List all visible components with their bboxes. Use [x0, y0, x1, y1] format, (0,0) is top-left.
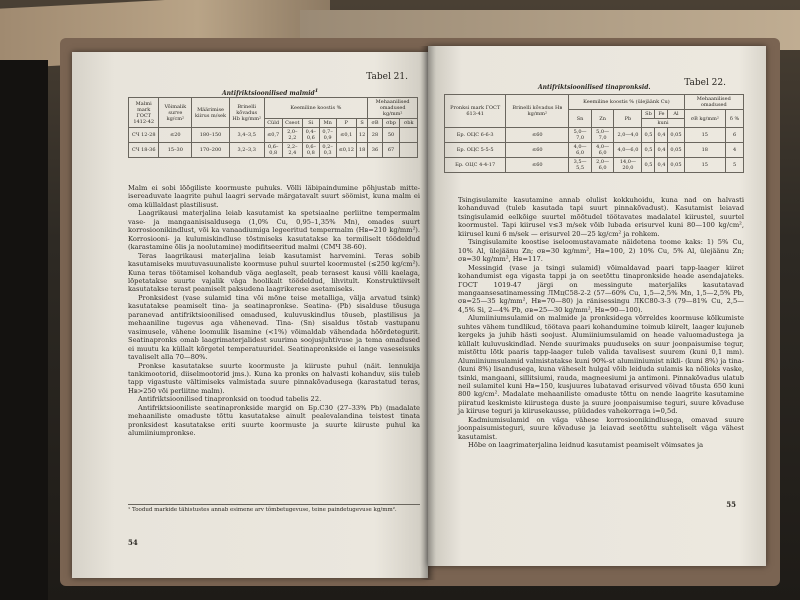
table-title-text: Antifriktsioonilised malmid [222, 90, 315, 97]
col-header-mechanical: Mehaanilised omadused [684, 95, 743, 110]
col-header-hardness: Brinelli kõvadus Hв kg/mm² [506, 95, 569, 128]
paragraph: Teras laagrikausi materjalina leiab kasutamist harvemini. Teras sobib kasutamiseks muutuvasuunaliste koormuse puhul suurtel koormustel (≤250 kg/cm²). Kuna teras töötamisel kohandub väga aeglaselt, peab terasest kausi võlli kaelaga, lõpetatakse suurte vajalik väga hoolikalt töödeldud, lihvitult. Konstruktiivselt kasutatakse terast peamiselt paksudena laagrikerese asetamiseks. [128, 251, 420, 294]
col-header-sigma-bp: σbp [382, 119, 400, 128]
table-title: Antifriktsioonilised tinapronksid. [538, 84, 651, 91]
table-row [445, 128, 744, 143]
col-header-c-free: Cüld [264, 119, 282, 128]
table-cell: 15 [684, 128, 726, 143]
table-cell: ≤60 [506, 128, 569, 143]
page-number: 54 [128, 538, 138, 547]
table-cell [400, 128, 418, 143]
paragraph: Malm ei sobi lõõgiliste koormuste puhuks. Võlli läbipaindumine põhjustab mitte-isereaduvate laagrite puhul laagri servade märgatavalt suurt söömist, kuna malm ei oma küllaldast plastilisust. [128, 184, 420, 209]
table-title-footnote-marker: 1 [314, 88, 319, 94]
col-header-sigma-bk: σbk [400, 119, 418, 128]
table-cell: 0,05 [668, 143, 684, 158]
table-cell: СЧ 12-28 [129, 128, 159, 143]
table-cell: 0,5 [642, 158, 655, 173]
table-cell: 28 [368, 128, 382, 143]
table-cell: 2,2–2,4 [282, 143, 302, 158]
right-page [428, 46, 766, 566]
table-cell: 4,0—6,0 [614, 143, 642, 158]
col-header-zn: Zn [591, 110, 614, 128]
table-cell: 5 [726, 158, 744, 173]
paragraph: Tsingisulamite kasutamine annab olulist kokkuhoidu, kuna nad on halvasti kohanduvad (tuleb kasutada tapi suurt pinnakõvadust). Kasutamist leiavad tsingisulamid eelkõige suurtel mõõtudel töötavates madalatel kiirustel, suurtel koormustel. Tapi kiirusel v≤3 m/sek võib lubada erisurvel kuni 80—100 kg/cm², kiirusel kuni 6 m/sek — erisurvel 20—25 kg/cm² ja rohkem. [458, 196, 744, 238]
table-cell: 0,05 [668, 128, 684, 143]
col-header-al: Al [668, 110, 684, 119]
right-body-text [458, 196, 744, 450]
table-cell: 0,4 [655, 128, 668, 143]
col-header-fe: Fe [655, 110, 668, 119]
paragraph: Antifriktsiooniliste seatinapronkside margid on Бр.С30 (27–33% Pb) (madalate mehaaniliste omaduste tõttu kasutatakse ainult pealevalandina teistest tinata pronksidest kasutatakse eriti suurte koormuste ja suurte kiiruste puhul ka alumiiniumpronkse. [128, 403, 420, 438]
table-cell: 36 [368, 143, 382, 158]
table-cell [400, 143, 418, 158]
table-cell: ≤20 [159, 128, 192, 143]
table-cell: 170–200 [192, 143, 230, 158]
table-cell: 4 [726, 143, 744, 158]
table-row [445, 143, 744, 158]
table-cell: 18 [356, 143, 367, 158]
col-header-mn: Mn [319, 119, 336, 128]
col-header-pressure: Võimalik surve kg/cm² [159, 98, 192, 128]
paragraph: Pronksidest (vase sulamid tina või mõne teise metalliga, välja arvatud tsink) kasutatakse peamiselt tina- ja seatinapronkse. Seatina- (Pb) sisalduse tõusuga paranevad antifriktsioonilised omadused, kuluvuskindlus tõuseb, plastilisus ja mehaaniline tugevus aga vähenevad. Tina- (Sn) sisaldus tõstab vastupanu vasimusele, vähene loomulik lisamine (<1%) võimaldab vähendada hõõrdetegurit. Seatinapronks omab laagrimaterjalidest suurima soojusjuhtivuse ja tema omadused ei muutu ka küllalt kõrgetel temperatuuridel. Seatinapronkside ei lange vaseseisuks tavaliselt alla 70—80%. [128, 293, 420, 362]
table-cell: 50 [382, 128, 400, 143]
paragraph: Messingid (vase ja tsingi sulamid) võimaldavad paari tapp-laager kiiret kohandumist ega vigasta tappi ja on seetõttu tinapronkside heade asendajateks. ГОСТ 1019-47 järgi on messingute materjaliks kasutatavad mangaansesatinamessing ЛМцС58-2-2 (57—60% Cu, 1,5—2,5% Mn, 1,5—2,5% Pb, σв=25—35 kg/mm², Hв=70—80) ja ränisessingu ЛКС80-3-3 (79—81% Cu, 2,5—4,5% Si, 2—4% Pb, σв=25—30 kg/mm², Hв=90—100). [458, 263, 744, 314]
table-cell: 18 [684, 143, 726, 158]
col-header-hardness: Brinelli kõvadus Hb kg/mm² [229, 98, 264, 128]
table-cell: 67 [382, 143, 400, 158]
right-data-table [444, 94, 744, 173]
table-cell: 0,5 [642, 143, 655, 158]
table-cell: 3,2–3,3 [229, 143, 264, 158]
table-cell: 180–150 [192, 128, 230, 143]
paragraph: Laagrikausi materjalina leiab kasutamist ka spetsiaalne perliitne tempermalm vase- ja mangaanisisaldusega (1,0% Cu, 0,95–1,35% Mn), omades suurt korrosioonikindlust, või ka vanaadiumiga legeeritud tempermalm (Hв=210 kg/mm²). Korrosiooni- ja kulumiskindluse tõstmiseks kasutatakse ka termiliselt töödeldud (karastamine õlis ja noolutamine) modifitseeritud malmi (СМЧ 38-60). [128, 209, 420, 252]
col-header-pb: Pb [614, 110, 642, 128]
table-row [129, 143, 418, 158]
table-cell: 15 [684, 158, 726, 173]
col-header-sb: Sb [642, 110, 655, 119]
table-cell: 12 [356, 128, 367, 143]
table-row [129, 128, 418, 143]
table-cell: 0,4 [655, 143, 668, 158]
table-cell: 5,0—7,0 [591, 128, 614, 143]
table-cell: ≤60 [506, 143, 569, 158]
left-page [72, 52, 428, 578]
col-header-p: P [336, 119, 356, 128]
table-cell: 0,5 [642, 128, 655, 143]
table-title [222, 88, 318, 97]
table-cell: Бр. ОЦС 6-6-3 [445, 128, 506, 143]
left-data-table [128, 97, 418, 158]
table-cell: 3,5—5,5 [569, 158, 592, 173]
page-number: 55 [726, 500, 736, 509]
table-cell: ≤0,12 [336, 143, 356, 158]
table-cell: 2,0—4,0 [614, 128, 642, 143]
table-cell: ≤0,1 [336, 128, 356, 143]
paragraph: Kadmiumisulamid on väga vähese korrosioonikindlusega, omavad suure joonpaisumisteguri, suure kõvaduse ja leiavad seetõttu suhteliselt väga vähest kasutamist. [458, 415, 744, 441]
table-cell: 5,0—7,0 [569, 128, 592, 143]
table-cell: 3,4–3,5 [229, 128, 264, 143]
left-body-text [128, 184, 420, 438]
table-cell: 4,0—6,0 [569, 143, 592, 158]
table-cell: 0,4 [655, 158, 668, 173]
col-header-mechanical: Mehaanilised omadused kg/mm² [368, 98, 418, 119]
table-cell: ≤0,7 [264, 128, 282, 143]
dark-object-left [0, 60, 48, 600]
book-spine-shadow [420, 46, 436, 580]
table-cell: 0,2–0,3 [319, 143, 336, 158]
paragraph: Hõbe on laagrimaterjalina leidnud kasutamist peamiselt võimsates ja [468, 441, 704, 450]
table-cell: 0,7–0,9 [319, 128, 336, 143]
table-cell: 0,6–0,8 [302, 143, 319, 158]
table-cell: Бр. ОЦС 4-4-17 [445, 158, 506, 173]
col-header-sn: Sn [569, 110, 592, 128]
table-cell: 2,0—6,0 [591, 158, 614, 173]
paragraph: Alumiiniumsulamid on malmide ja pronksidega võrreldes koormuse kõlkumiste suhtes vähem tundlikud, töötava paari kohandumine toimub kiirelt, laager kujuneb kergeks ja juhib hästi soojust. Alumiiniumsulamid on heade valuomadustega ja küllalt kuluvuskindlad. Nende suurimaks puuduseks on suur joonpaisumise tegur, mistõttu lõtk paaris tapp-laager tuleb valida tavalisest suurem (kuni 0,1 mm). Alumiiniumsulamid valmistatakse kuni 90%-st alumiiniumist nikli- (kuni 8%) ja tina- (kuni 8%) lisandusega, kuna väheselt hulgal võib leiduda sulamis ka nõlioks vaske, tsinki, mangaani, sillitsiumi, rauda, magneesiumi ja antimoni. Pinnakõvadus ulatub neil sulamitel kuni Hв=150, kusjuures lubatavad erisurved võivad tõusta 650 kuni 800 kg/cm². Madalate mehaaniliste omaduste tõttu on nende laagrite kasutamine piiratud keskmiste kiirustega duste ja suure joonpaisumise teguri, suure kõvaduse ja kiiruse teguri ja kiirusekausse, püüdades vahekorraga i=0,5d. [458, 314, 744, 416]
table-row [445, 158, 744, 173]
table-cell: ≤60 [506, 158, 569, 173]
table-cell: 15–30 [159, 143, 192, 158]
table-cell: Бр. ОЦС 5-5-5 [445, 143, 506, 158]
table-cell: 14,0—20,0 [614, 158, 642, 173]
table-cell: 2,0–2,2 [282, 128, 302, 143]
table-cell: 0,6–0,8 [264, 143, 282, 158]
col-header-sigma-b: σB [368, 119, 382, 128]
paragraph: Tsingisulamite koostise iseloomustavamate näidetena toome kaks: 1) 5% Cu, 10% Al, ülejäänu Zn; σв=30 kg/mm², Hв=100, 2) 10% Cu, 5% Al, ülejäänu Zn; σв=30 kg/mm², Hв=117. [458, 238, 744, 264]
table-cell: 4,0—6,0 [591, 143, 614, 158]
table-cell: 0,4–0,6 [302, 128, 319, 143]
col-header-delta: δ % [726, 110, 744, 128]
col-header-chemical: Keemiline koostis % [264, 98, 368, 119]
col-header-mark: Malmi mark ГОСТ 1412-42 [129, 98, 159, 128]
table-number: Tabel 22. [684, 78, 726, 88]
table-cell: СЧ 18-36 [129, 143, 159, 158]
table-cell: 6 [726, 128, 744, 143]
paragraph: Antifriktsioonilised tinapronksid on toodud tabelis 22. [138, 395, 322, 404]
col-header-mark: Pronksi mark ГОСТ 613-41 [445, 95, 506, 128]
col-header-speed: Määrimise kiirus m/sek [192, 98, 230, 128]
col-header-chemical: Keemiline koostis % (ülejäänk Cu) [569, 95, 684, 110]
footnote: ¹ Toodud markide tähistustes annab esimene arv tõmbetugevuse, teine paindetugevuse kg/mm². [128, 504, 420, 514]
col-header-kuni: kuni [642, 119, 684, 128]
col-header-si: Si [302, 119, 319, 128]
table-number: Tabel 21. [366, 72, 408, 82]
col-header-c-bound: Cseot [282, 119, 302, 128]
col-header-sigma-b: σB kg/mm² [684, 110, 726, 128]
paragraph: Pronkse kasutatakse suurte koormuste ja kiiruste puhul (näit. lennukija tankimootorid, diiselmootorid jms.). Kuna ka pronks on halvasti kohanduv, siis tuleb tapp vigastuste vältimiseks valmistada suure pinnakõvadusega (karastatud teras, Hв>250 või perliitne malm). [128, 361, 420, 395]
table-cell: 0,05 [668, 158, 684, 173]
col-header-s: S [356, 119, 367, 128]
